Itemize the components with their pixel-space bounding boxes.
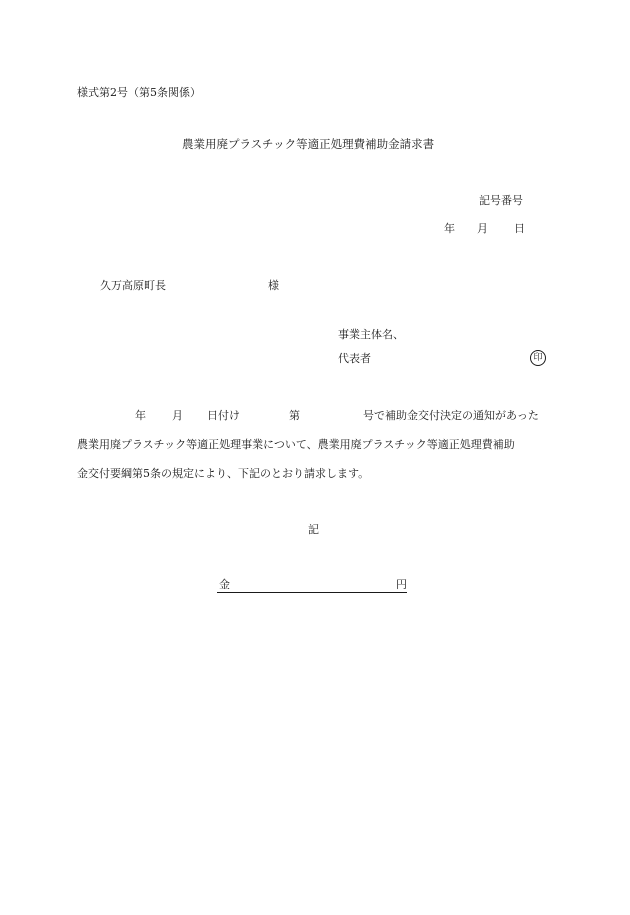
form-number: 様式第2号（第5条関係） bbox=[77, 86, 201, 99]
addressee-honorific: 様 bbox=[268, 279, 279, 292]
addressee bbox=[100, 279, 279, 293]
document-title: 農業用廃プラスチック等適正処理費補助金請求書 bbox=[182, 137, 435, 151]
amount-line bbox=[217, 578, 407, 593]
body-month-label: 月 bbox=[172, 409, 183, 422]
seal-mark: 印 bbox=[530, 350, 546, 366]
reference-number-label: 記号番号 bbox=[479, 194, 523, 207]
addressee-name: 久万高原町長 bbox=[100, 279, 166, 292]
body-number-prefix: 第 bbox=[289, 409, 300, 422]
amount-prefix: 金 bbox=[219, 578, 230, 591]
date-day-label: 日 bbox=[514, 222, 525, 235]
ki-heading: 記 bbox=[308, 523, 319, 536]
amount-suffix: 円 bbox=[396, 578, 407, 591]
body-year-label: 年 bbox=[135, 409, 146, 422]
body-line-3: 金交付要綱第5条の規定により、下記のとおり請求します。 bbox=[77, 467, 370, 480]
applicant-rep-label: 代表者 bbox=[338, 352, 371, 365]
body-line-1-rest: 号で補助金交付決定の通知があった bbox=[363, 409, 539, 422]
date-month-label: 月 bbox=[477, 222, 488, 235]
body-dated-label: 日付け bbox=[207, 409, 240, 422]
applicant-org-label: 事業主体名、 bbox=[338, 328, 404, 341]
date-line bbox=[444, 222, 525, 236]
body-line-2: 農業用廃プラスチック等適正処理事業について、農業用廃プラスチック等適正処理費補助 bbox=[77, 438, 515, 451]
date-year-label: 年 bbox=[444, 222, 455, 235]
